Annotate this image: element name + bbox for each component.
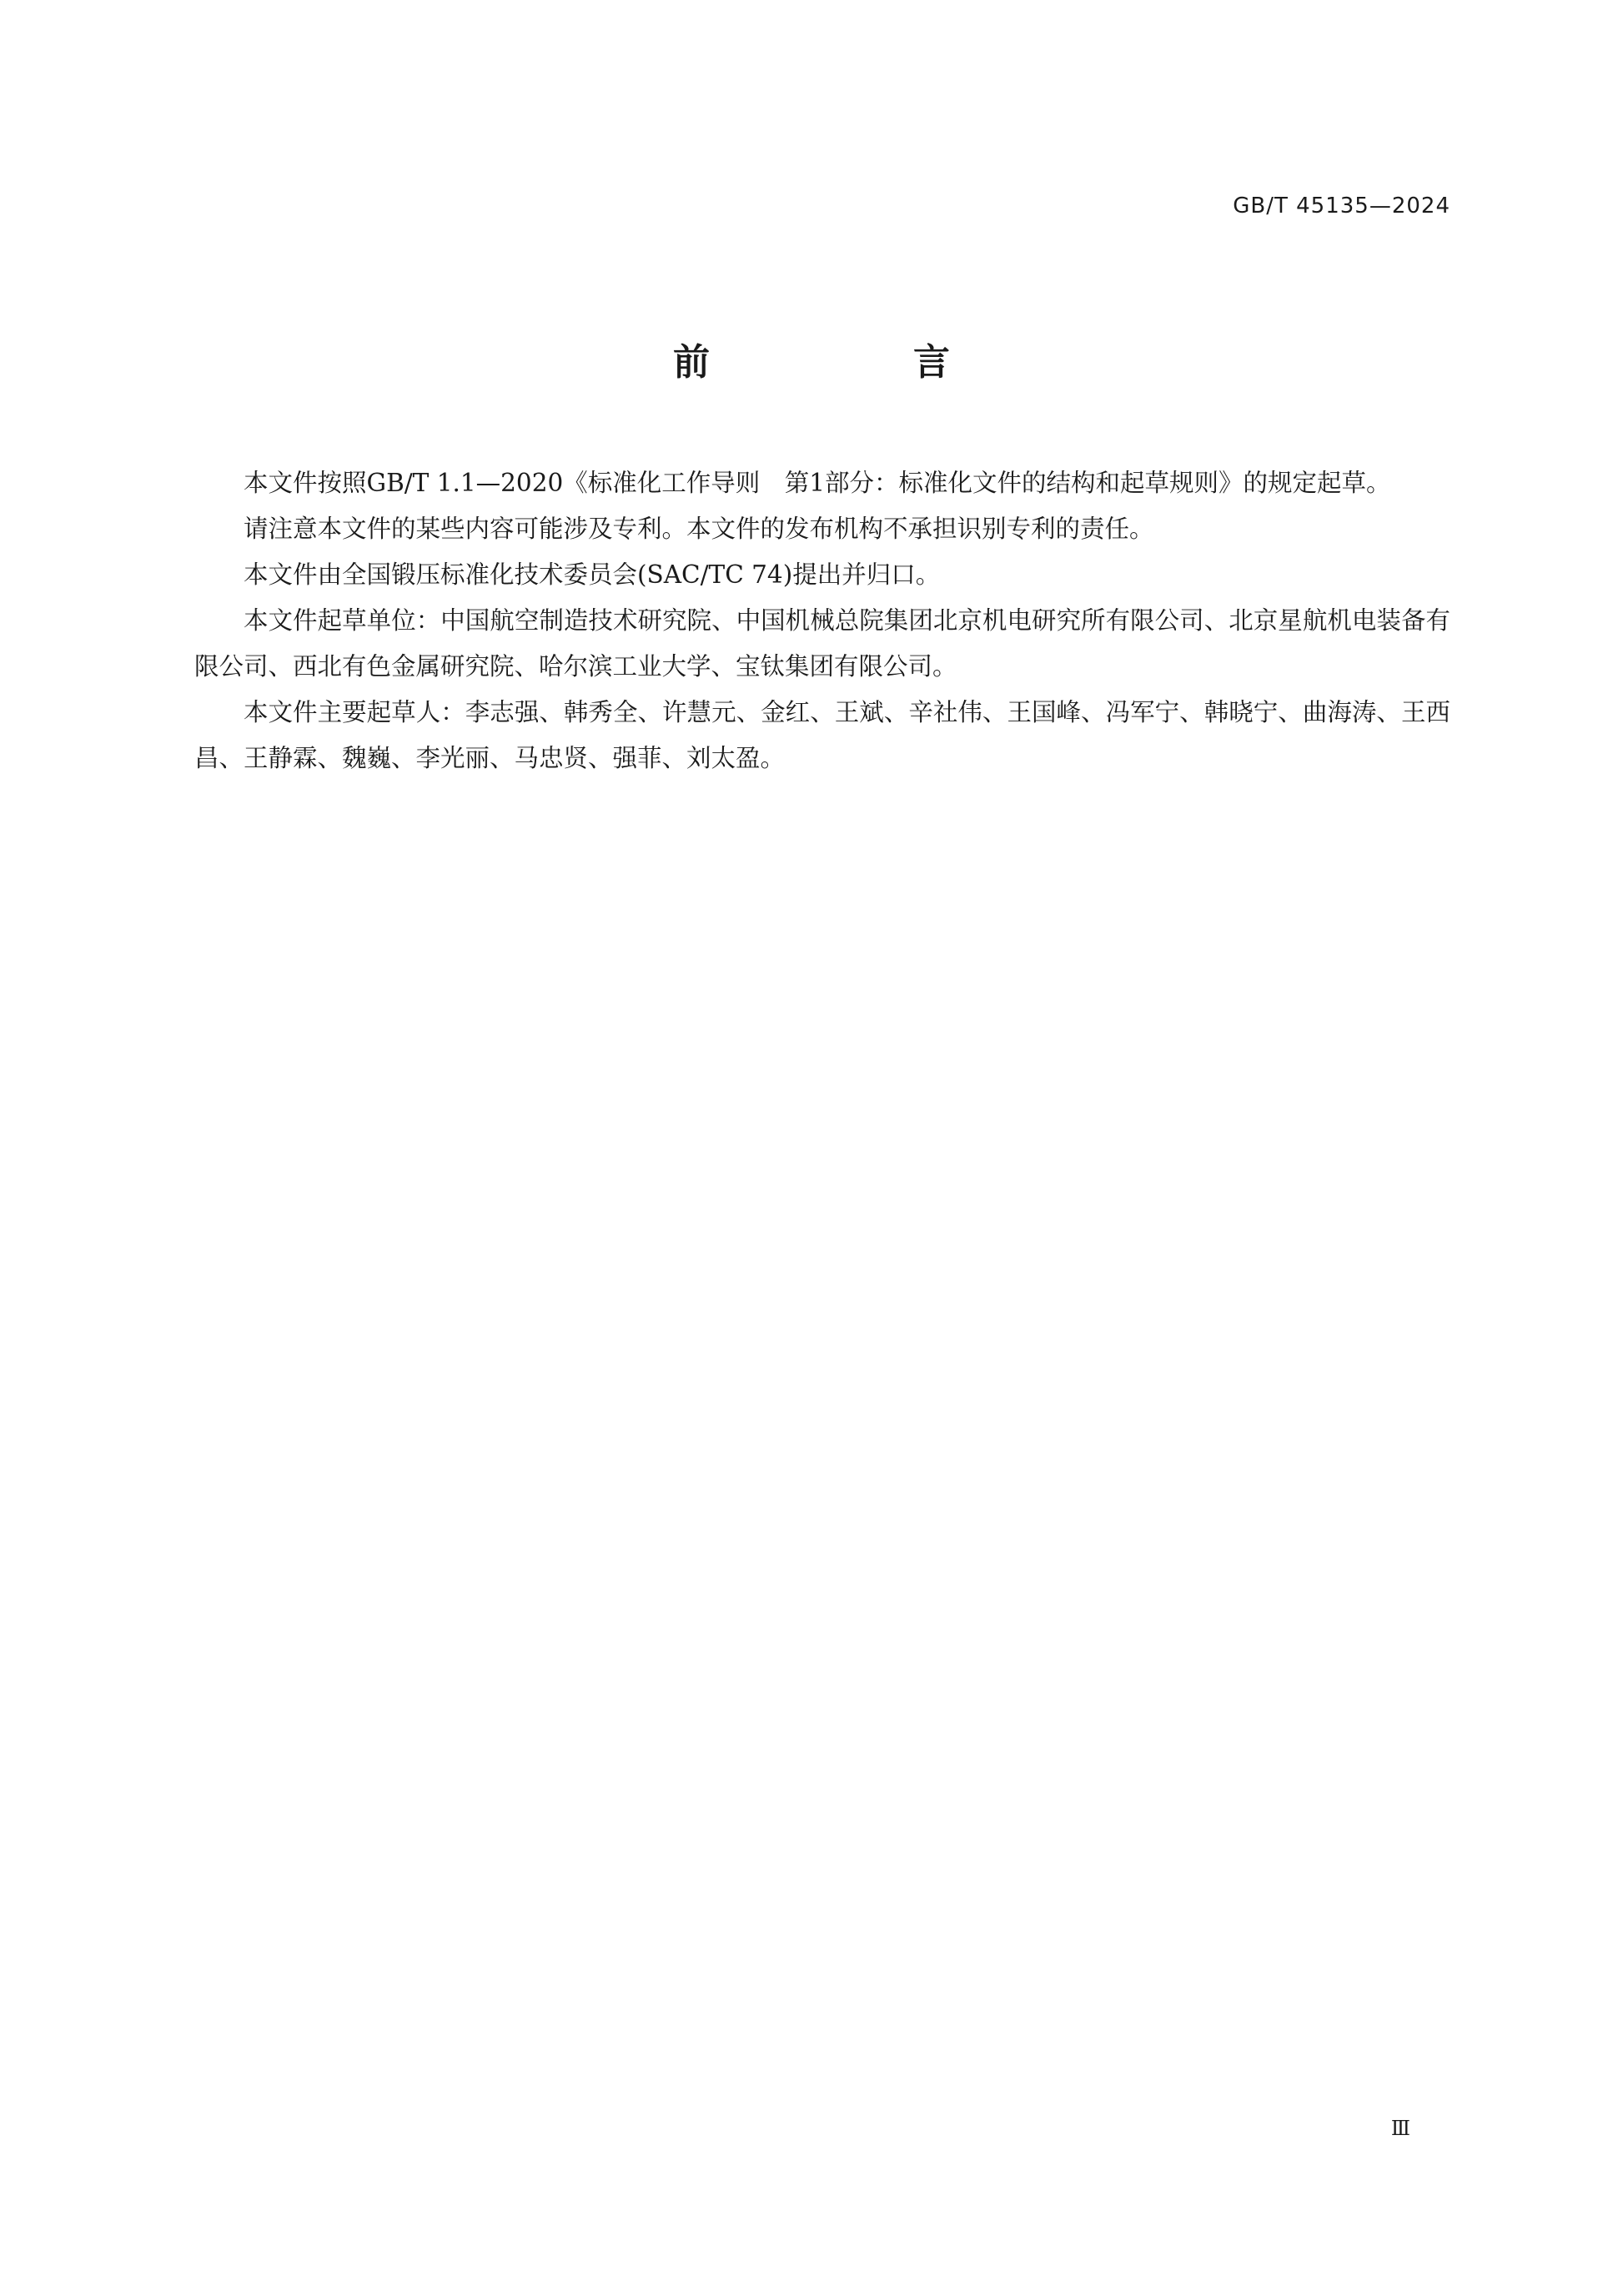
paragraph-proposer: 本文件由全国锻压标准化技术委员会(SAC/TC 74)提出并归口。 (244, 560, 941, 589)
paragraph-drafting-rules: 本文件按照GB/T 1.1—2020《标准化工作导则 第1部分：标准化文件的结构和起草规则》的规定起草。 (244, 469, 1391, 497)
paragraph-patent-notice: 请注意本文件的某些内容可能涉及专利。本文件的发布机构不承担识别专利的责任。 (244, 515, 1154, 543)
page-title: 前 言 (673, 341, 1033, 384)
paragraph-drafters: 本文件主要起草人：李志强、韩秀全、许慧元、金红、王斌、辛社伟、王国峰、冯军宁、韩晓宁、曲海涛、王西昌、王静霖、魏巍、李光丽、马忠贤、强菲、刘太盈。 (194, 698, 1450, 772)
foreword-body (194, 460, 1450, 781)
page-number: Ⅲ (1390, 2117, 1409, 2140)
standard-code: GB/T 45135—2024 (1233, 193, 1450, 219)
paragraph-drafting-organizations: 本文件起草单位：中国航空制造技术研究院、中国机械总院集团北京机电研究所有限公司、北京星航机电装备有限公司、西北有色金属研究院、哈尔滨工业大学、宝钛集团有限公司。 (194, 606, 1450, 681)
